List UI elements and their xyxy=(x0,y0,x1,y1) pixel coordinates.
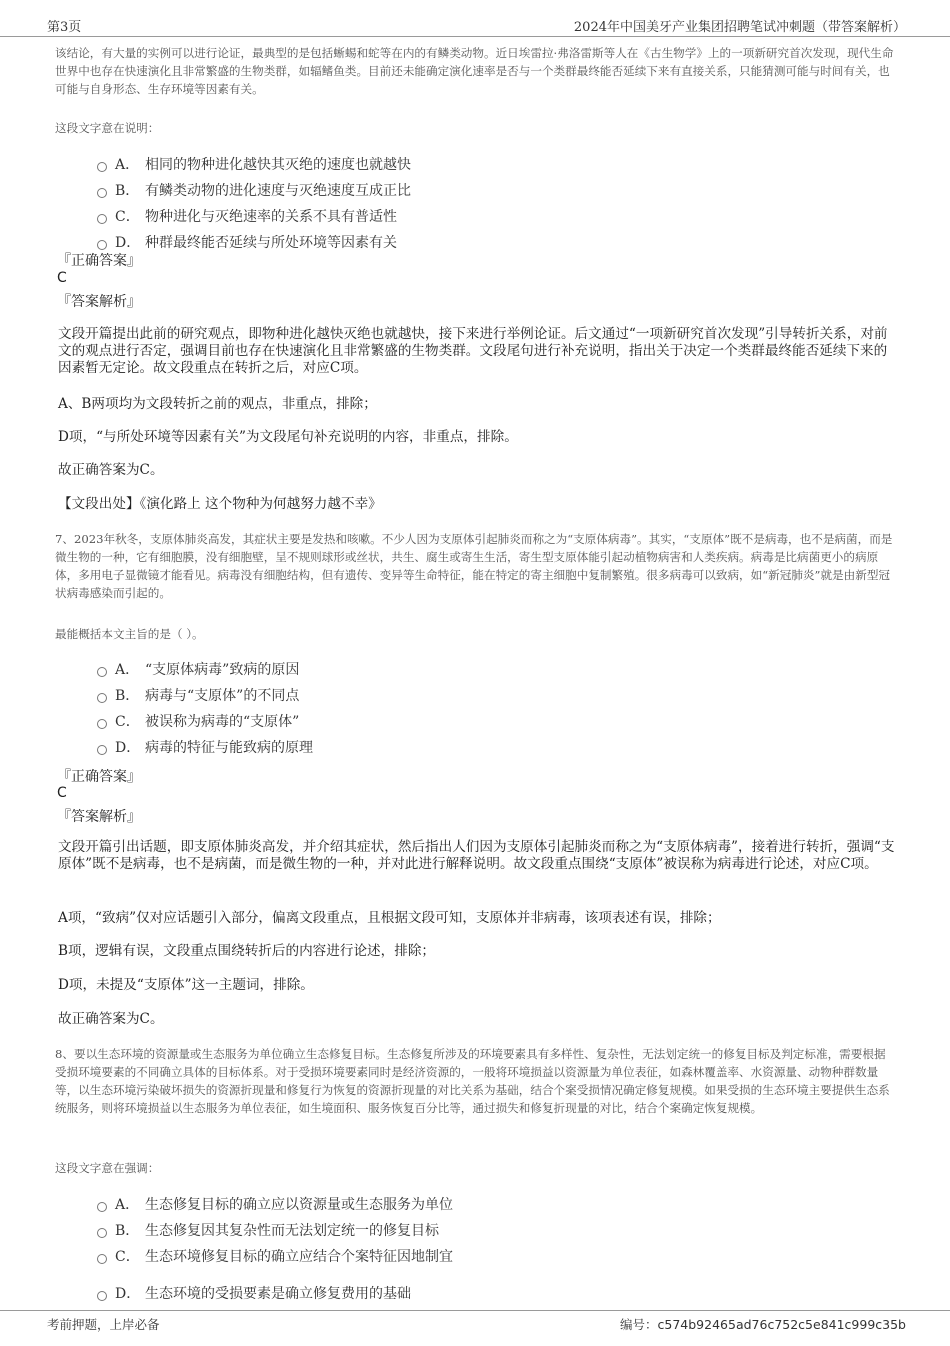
radio-icon[interactable] xyxy=(97,667,107,677)
q7-analysis-paragraph: 文段开篇引出话题，即支原体肺炎高发，并介绍其症状，然后指出人们因为支原体引起肺炎而称之为“支原体病毒”，接着进行转折，强调“支原体”既不是病毒，也不是病菌，而是微生物的一种，并对此进行解释说明。故文段重点围绕“支原体”被误称为病毒进行论述，对应C项。 xyxy=(58,839,895,872)
radio-icon[interactable] xyxy=(97,693,107,703)
q7-passage: 7、2023年秋冬，支原体肺炎高发，其症状主要是发热和咳嗽。不少人因为支原体引起肺炎而称之为“支原体病毒”。其实，“支原体”既不是病毒，也不是病菌，而是微生物的一种，它有细胞膜，没有细胞壁，呈不规则球形或丝状，共生、腐生或寄生生活，寄生型支原体能引起动植物病害和人类疾病。病毒是比病菌更小的病原体，多用电子显微镜才能看见。病毒没有细胞结构，但有遗传、变异等生命特征，能在特定的寄主细胞中复制繁殖。很多病毒可以致病，如“新冠肺炎”就是由新型冠状病毒感染而引起的。 xyxy=(55,532,893,600)
q6-source: 【文段出处】《演化路上 这个物种为何越努力越不幸》 xyxy=(58,496,382,512)
q8-option-b[interactable]: B． 生态修复因其复杂性而无法划定统一的修复目标 xyxy=(97,1220,439,1240)
q6-analysis-ab: A、B两项均为文段转折之前的观点，非重点，排除； xyxy=(58,396,377,412)
q8-option-c[interactable]: C． 生态环境修复目标的确立应结合个案特征因地制宜 xyxy=(97,1246,453,1266)
q6-answer-label: 『正确答案』 xyxy=(57,253,141,269)
q7-analysis-conclusion: 故正确答案为C。 xyxy=(58,1011,164,1027)
q7-answer-label: 『正确答案』 xyxy=(57,769,141,785)
q7-option-c[interactable]: C． 被误称为病毒的“支原体” xyxy=(97,711,299,731)
radio-icon[interactable] xyxy=(97,719,107,729)
q7-analysis-b: B项，逻辑有误，文段重点围绕转折后的内容进行论述，排除； xyxy=(58,943,436,959)
q6-analysis-paragraph: 文段开篇提出此前的研究观点，即物种进化越快灭绝也就越快，接下来进行举例论证。后文通过“一项新研究首次发现”引导转折关系，对前文的观点进行否定，强调目前也存在快速演化且非常繁盛的生物类群。文段尾句进行补充说明，指出关于决定一个类群最终能否延续下来的因素暂无定论。故文段重点在转折之后，对应C项。 xyxy=(58,326,888,376)
q7-option-b[interactable]: B． 病毒与“支原体”的不同点 xyxy=(97,685,299,705)
radio-icon[interactable] xyxy=(97,1228,107,1238)
footer-slogan: 考前押题，上岸必备 xyxy=(47,1317,160,1332)
document-code-label: 编号： xyxy=(620,1317,658,1332)
q6-question: 这段文字意在说明： xyxy=(55,121,160,135)
q8-passage: 8、要以生态环境的资源量或生态服务为单位确立生态修复目标。生态修复所涉及的环境要素具有多样性、复杂性，无法划定统一的修复目标及判定标准，需要根据受损环境要素的不同确立具体的目标体系。对于受损环境要素同时是经济资源的，一般将环境损益以资源量为单位表征，如森林覆盖率、水资源量、动物种群数量等，以生态环境污染破坏损失的资源折现量和修复行为恢复的资源折现量的对比关系为基础，结合个案受损情况确定修复规模。如果受损的生态环境主要提供生态系统服务，则将环境损益以生态服务为单位表征，如生境面积、服务恢复百分比等，通过损失和修复折现量的对比，结合个案确定恢复规模。 xyxy=(55,1047,890,1115)
document-title: 2024年中国美牙产业集团招聘笔试冲刺题（带答案解析） xyxy=(573,20,906,35)
q6-option-c[interactable]: C． 物种进化与灭绝速率的关系不具有普适性 xyxy=(97,206,397,226)
radio-icon[interactable] xyxy=(97,1202,107,1212)
q6-option-a[interactable]: A． 相同的物种进化越快其灭绝的速度也就越快 xyxy=(97,154,411,174)
radio-icon[interactable] xyxy=(97,240,107,250)
q7-analysis-a: A项，“致病”仅对应话题引入部分，偏离文段重点，且根据文段可知，支原体并非病毒，该项表述有误，排除； xyxy=(58,910,721,926)
q8-question: 这段文字意在强调： xyxy=(55,1161,160,1175)
q6-option-b[interactable]: B． 有鳞类动物的进化速度与灭绝速度互成正比 xyxy=(97,180,411,200)
q8-option-d[interactable]: D． 生态环境的受损要素是确立修复费用的基础 xyxy=(97,1283,411,1303)
q6-analysis-label: 『答案解析』 xyxy=(57,294,141,310)
radio-icon[interactable] xyxy=(97,745,107,755)
document-code xyxy=(620,1315,906,1333)
q7-analysis-label: 『答案解析』 xyxy=(57,809,141,825)
radio-icon[interactable] xyxy=(97,1291,107,1301)
radio-icon[interactable] xyxy=(97,188,107,198)
q8-option-a[interactable]: A． 生态修复目标的确立应以资源量或生态服务为单位 xyxy=(97,1194,453,1214)
page-header xyxy=(0,0,950,37)
q6-option-d[interactable]: D． 种群最终能否延续与所处环境等因素有关 xyxy=(97,232,397,252)
q7-analysis-d: D项，未提及“支原体”这一主题词，排除。 xyxy=(58,977,314,993)
page-number: 第3页 xyxy=(47,20,82,35)
radio-icon[interactable] xyxy=(97,162,107,172)
document-code-value: c574b92465ad76c752c5e841c999c35b xyxy=(657,1317,906,1332)
radio-icon[interactable] xyxy=(97,214,107,224)
q6-analysis-d: D项，“与所处环境等因素有关”为文段尾句补充说明的内容，非重点，排除。 xyxy=(58,429,518,445)
page-footer xyxy=(0,1310,950,1346)
q6-analysis-conclusion: 故正确答案为C。 xyxy=(58,462,164,478)
q7-question: 最能概括本文主旨的是（ ）。 xyxy=(55,627,204,641)
q6-answer: C xyxy=(57,270,67,286)
radio-icon[interactable] xyxy=(97,1254,107,1264)
q7-answer: C xyxy=(57,785,67,801)
q7-option-a[interactable]: A． “支原体病毒”致病的原因 xyxy=(97,659,299,679)
q7-option-d[interactable]: D． 病毒的特征与能致病的原理 xyxy=(97,737,313,757)
q6-passage: 该结论，有大量的实例可以进行论证，最典型的是包括蜥蜴和蛇等在内的有鳞类动物。近日埃雷拉·弗洛雷斯等人在《古生物学》上的一项新研究首次发现，现代生命世界中也存在快速演化且非常繁盛的生物类群，如辐鳍鱼类。目前还未能确定演化速率是否与一个类群最终能否延续下来有直接关系，只能猜测可能与时间有关，也可能与自身形态、生存环境等因素有关。 xyxy=(55,46,894,96)
